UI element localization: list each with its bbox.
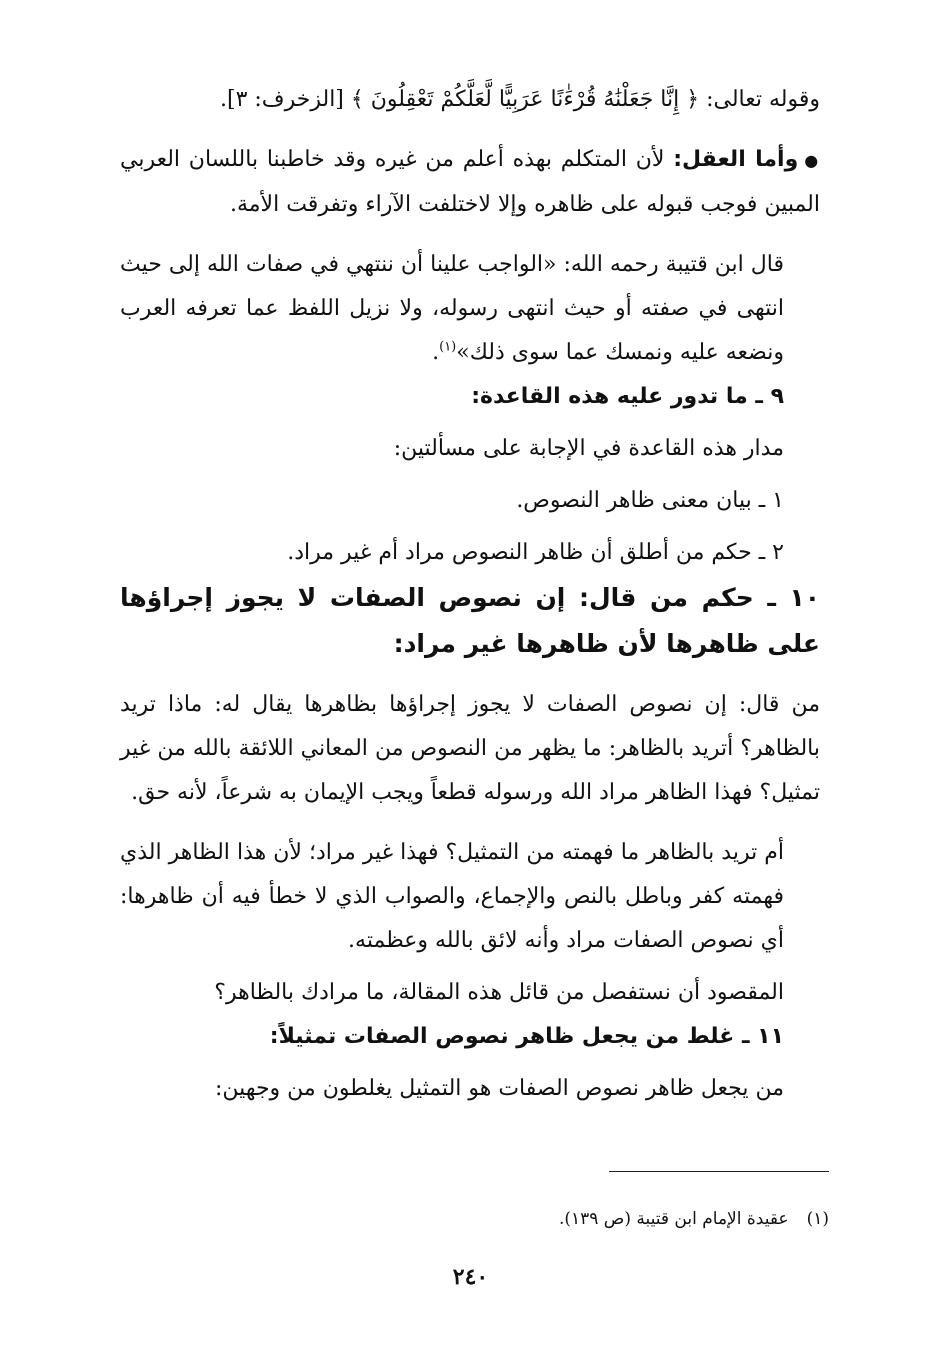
section-10-paragraph-1: من قال: إن نصوص الصفات لا يجوز إجراؤها بظاهرها يقال له: ماذا تريد بالظاهر؟ أتريد بالظاهر: ما يظهر من النصوص من المعاني اللائقة بالله من غير تمثيل؟ فهذا الظاهر مراد الله ورسوله قطعاً ويجب الإيمان به شرعاً، لأنه حق. [120,692,820,805]
footnote-marker: (١) [439,339,457,355]
section-10-paragraph-2: أم تريد بالظاهر ما فهمته من التمثيل؟ فهذا غير مراد؛ لأن هذا الظاهر الذي فهمته كفر وباطل بالنص والإجماع، والصواب الذي لا خطأ فيه أن ظاهرها: أي نصوص الصفات مراد وأنه لائق بالله وعظمته. [120,840,784,953]
verse-reference: [الزخرف: ٣]. [220,87,351,112]
section-9-item-2: ٢ ـ حكم من أطلق أن ظاهر النصوص مراد أم غير مراد. [287,540,784,565]
reason-text: لأن المتكلم بهذه أعلم من غيره وقد خاطبنا باللسان العربي المبين فوجب قبوله على ظاهره وإلا لاختلفت الآراء وتفرقت الأمة. [120,147,820,217]
section-11-intro: من يجعل ظاهر نصوص الصفات هو التمثيل يغلطون من وجهين: [215,1076,784,1101]
verse-line [120,78,820,122]
footnote-number: (١) [806,1209,829,1229]
quran-verse: ﴿ إِنَّا جَعَلْنَٰهُ قُرْءَٰنًا عَرَبِيًّا لَّعَلَّكُمْ تَعْقِلُونَ ﴾ [350,87,700,112]
footnote-divider [609,1171,829,1172]
verse-intro: وقوله تعالى: [699,87,820,112]
section-11-heading: ١١ ـ غلط من يجعل ظاهر نصوص الصفات تمثيلاً: [269,1024,784,1049]
footnote-text: عقيدة الإمام ابن قتيبة (ص ١٣٩). [558,1209,789,1229]
quote-text: قال ابن قتيبة رحمه الله: «الواجب علينا أن ننتهي في صفات الله إلى حيث انتهى في صفته أو حيث انتهى رسوله، ولا نزيل اللفظ عما تعرفه العرب ونضعه عليه ونمسك عما سوى ذلك» [120,252,784,365]
section-9-heading: ٩ ـ ما تدور عليه هذه القاعدة: [471,384,784,409]
section-10-paragraph-3: المقصود أن نستفصل من قائل هذه المقالة، ما مرادك بالظاهر؟ [214,980,784,1005]
section-9-item-1: ١ ـ بيان معنى ظاهر النصوص. [516,488,784,513]
page-number: ٢٤٠ [452,1264,489,1290]
reason-paragraph [120,138,820,227]
reason-label: وأما العقل: [673,147,799,172]
footnote [129,1205,829,1233]
section-10-heading: ١٠ ـ حكم من قال: إن نصوص الصفات لا يجوز إجراؤها على ظاهرها لأن ظاهرها غير مراد: [120,583,820,658]
quote-tail: . [432,340,440,365]
quote-paragraph [120,243,820,375]
section-9-intro: مدار هذه القاعدة في الإجابة على مسألتين: [393,436,784,461]
bullet-icon: ● [804,151,821,170]
page-body [120,78,820,1111]
